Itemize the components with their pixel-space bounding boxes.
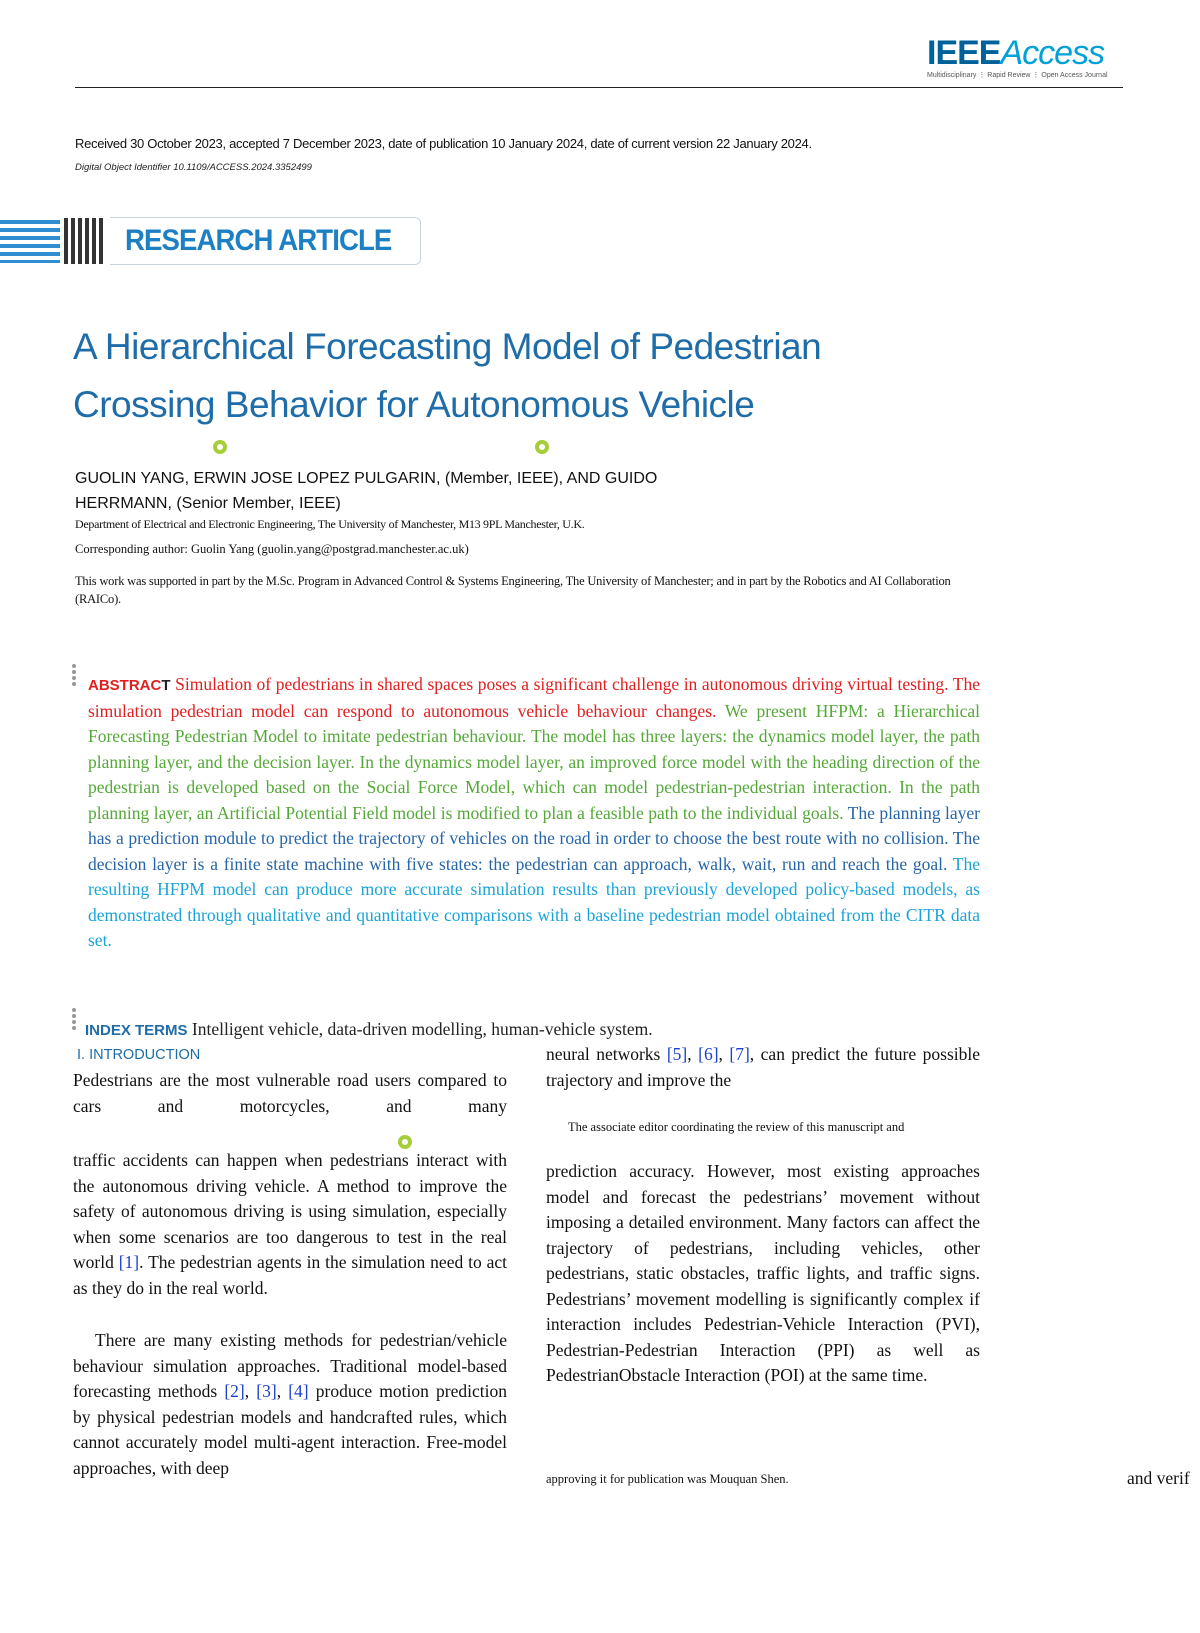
received-dates: Received 30 October 2023, accepted 7 December 2023, date of publication 10 January 2024, date of current version 22 January 2024. [75, 136, 812, 151]
title-line-2: Crossing Behavior for Autonomous Vehicle [73, 384, 755, 425]
orcid-icon[interactable] [213, 440, 227, 454]
paragraph-text: , can predict the future possible trajectory and improve the [546, 1044, 980, 1090]
author-list [75, 466, 795, 516]
research-article-banner [0, 215, 422, 267]
intro-paragraph: neural networks [5], [6], [7], can predict the future possible trajectory and improve the [546, 1044, 980, 1090]
intro-paragraph: prediction accuracy. However, most existing approaches model and forecast the pedestrians’ movement without imposing a detailed environment. Many factors can affect the trajectory of pedestrians, including vehicles, other pedestrians, static obstacles, traffic lights, and traffic signs. Pedestrians’ movement modelling is significantly complex if interaction includes Pedestrian-Vehicle Interaction (PVI), Pedestrian-Pedestrian Interaction (PPI) as well as PedestrianObstacle Interaction (POI) at the same time. [546, 1161, 980, 1385]
abstract-text-blue: The planning layer has a prediction module to predict the trajectory of vehicles on the road in order to choose the best route with no collision. The decision layer is a finite state machine with five states: the pedestrian can approach, walk, wait, run and reach the goal. [88, 802, 980, 874]
banner-label: RESEARCH ARTICLE [125, 224, 392, 257]
reference-link[interactable]: [6] [698, 1044, 719, 1064]
intro-paragraph: There are many existing methods for pedestrian/vehicle behaviour simulation approaches. Traditional model-based forecasting methods [2], [3], [4] produce motion prediction by physical pedestrian models and handcrafted rules, which cannot accurately model multi-agent interaction. Free-model approaches, with deep [73, 1330, 507, 1478]
funding-note: This work was supported in part by the M.Sc. Program in Advanced Control & Systems Engineering, The University of Manchester; and in part by the Robotics and AI Collaboration (RAICo). [75, 574, 951, 606]
margin-dots-icon [72, 1008, 78, 1032]
abstract-label-tail: T [161, 677, 171, 694]
ieee-access-logo [927, 34, 1122, 84]
logo-access-text: Access [1000, 34, 1105, 72]
abstract-label: ABSTRAC [88, 677, 162, 694]
banner-stripes-icon [0, 218, 110, 264]
abstract-text-cyan: The resulting HFPM model can produce more accurate simulation results than previously developed policy-based models, as demonstrated through qualitative and quantitative comparisons with a baseline pedestrian model obtained from the CITR data set. [88, 853, 980, 950]
paragraph-text: neural networks [546, 1044, 667, 1064]
logo-ieee-text: IEEE [927, 34, 1001, 72]
editor-footnote-continued: approving it for publication was Mouquan Shen. [546, 1472, 789, 1486]
reference-link[interactable]: [4] [288, 1381, 309, 1401]
intro-paragraph [73, 1148, 507, 1301]
authors-line-2: HERRMANN, (Senior Member, IEEE) [75, 495, 341, 512]
index-terms-label: INDEX TERMS [85, 1022, 188, 1039]
abstract-text-red: Simulation of pedestrians in shared spaces poses a significant challenge in autonomous driving virtual testing. The simulation pedestrian model can respond to autonomous vehicle behaviour changes. [88, 674, 980, 721]
index-terms-text: Intelligent vehicle, data-driven modelling, human-vehicle system. [187, 1019, 653, 1039]
paragraph-text: traffic accidents can happen when pedestrians interact with the autonomous driving vehicle. A method to improve the safety of autonomous driving is using simulation, especially when some scenarios are too dangerous to test in the real world [73, 1150, 507, 1272]
affiliation: Department of Electrical and Electronic Engineering, The University of Manchester, M13 9PL Manchester, U.K. [75, 517, 585, 531]
paragraph-text: produce motion prediction by physical pedestrian models and handcrafted rules, which cannot accurately model multi-agent interaction. Free-model approaches, with deep [73, 1381, 507, 1478]
reference-link[interactable]: [5] [666, 1044, 688, 1064]
doi-line: Digital Object Identifier 10.1109/ACCESS.2024.3352499 [75, 162, 312, 173]
orcid-icon[interactable] [535, 440, 549, 454]
editor-footnote: The associate editor coordinating the review of this manuscript and [568, 1120, 905, 1134]
reference-link[interactable]: [3] [256, 1381, 277, 1401]
header-divider [75, 87, 1123, 88]
paragraph-text: . The pedestrian agents in the simulation need to act as they do in the real world. [73, 1252, 508, 1298]
abstract [88, 672, 980, 954]
reference-link[interactable]: [2] [224, 1381, 245, 1401]
section-heading: I. INTRODUCTION [77, 1047, 201, 1063]
paper-title [73, 318, 973, 434]
orcid-icon[interactable] [398, 1135, 412, 1149]
reference-link[interactable]: [7] [729, 1044, 750, 1064]
intro-paragraph: Pedestrians are the most vulnerable road users compared to cars and motorcycles, and many [73, 1070, 507, 1116]
margin-dots-icon [72, 664, 78, 688]
overflow-text: and verif [1127, 1468, 1190, 1488]
corresponding-author: Corresponding author: Guolin Yang (guolin.yang@postgrad.manchester.ac.uk) [75, 542, 469, 556]
abstract-text-green: We present HFPM: a Hierarchical Forecasting Pedestrian Model to imitate pedestrian behaviour. The model has three layers: the dynamics model layer, the path planning layer, and the decision layer. In the dynamics model layer, an improved force model with the heading direction of the pedestrian is developed based on the Social Force Model, which can model pedestrian-pedestrian interaction. In the path planning layer, an Artificial Potential Field model is modified to plan a feasible path to the individual goals. [88, 700, 980, 823]
index-terms [85, 1019, 653, 1040]
logo-tagline: Multidisciplinary ⋮ Rapid Review ⋮ Open Access Journal [927, 72, 1108, 79]
authors-line-1: GUOLIN YANG, ERWIN JOSE LOPEZ PULGARIN, (Member, IEEE), AND GUIDO [75, 470, 658, 487]
paragraph-text: There are many existing methods for pedestrian/vehicle behaviour simulation approaches. Traditional model-based forecasting methods [73, 1330, 507, 1401]
title-line-1: A Hierarchical Forecasting Model of Pedestrian [73, 326, 822, 367]
reference-link[interactable]: [1] [118, 1252, 140, 1272]
